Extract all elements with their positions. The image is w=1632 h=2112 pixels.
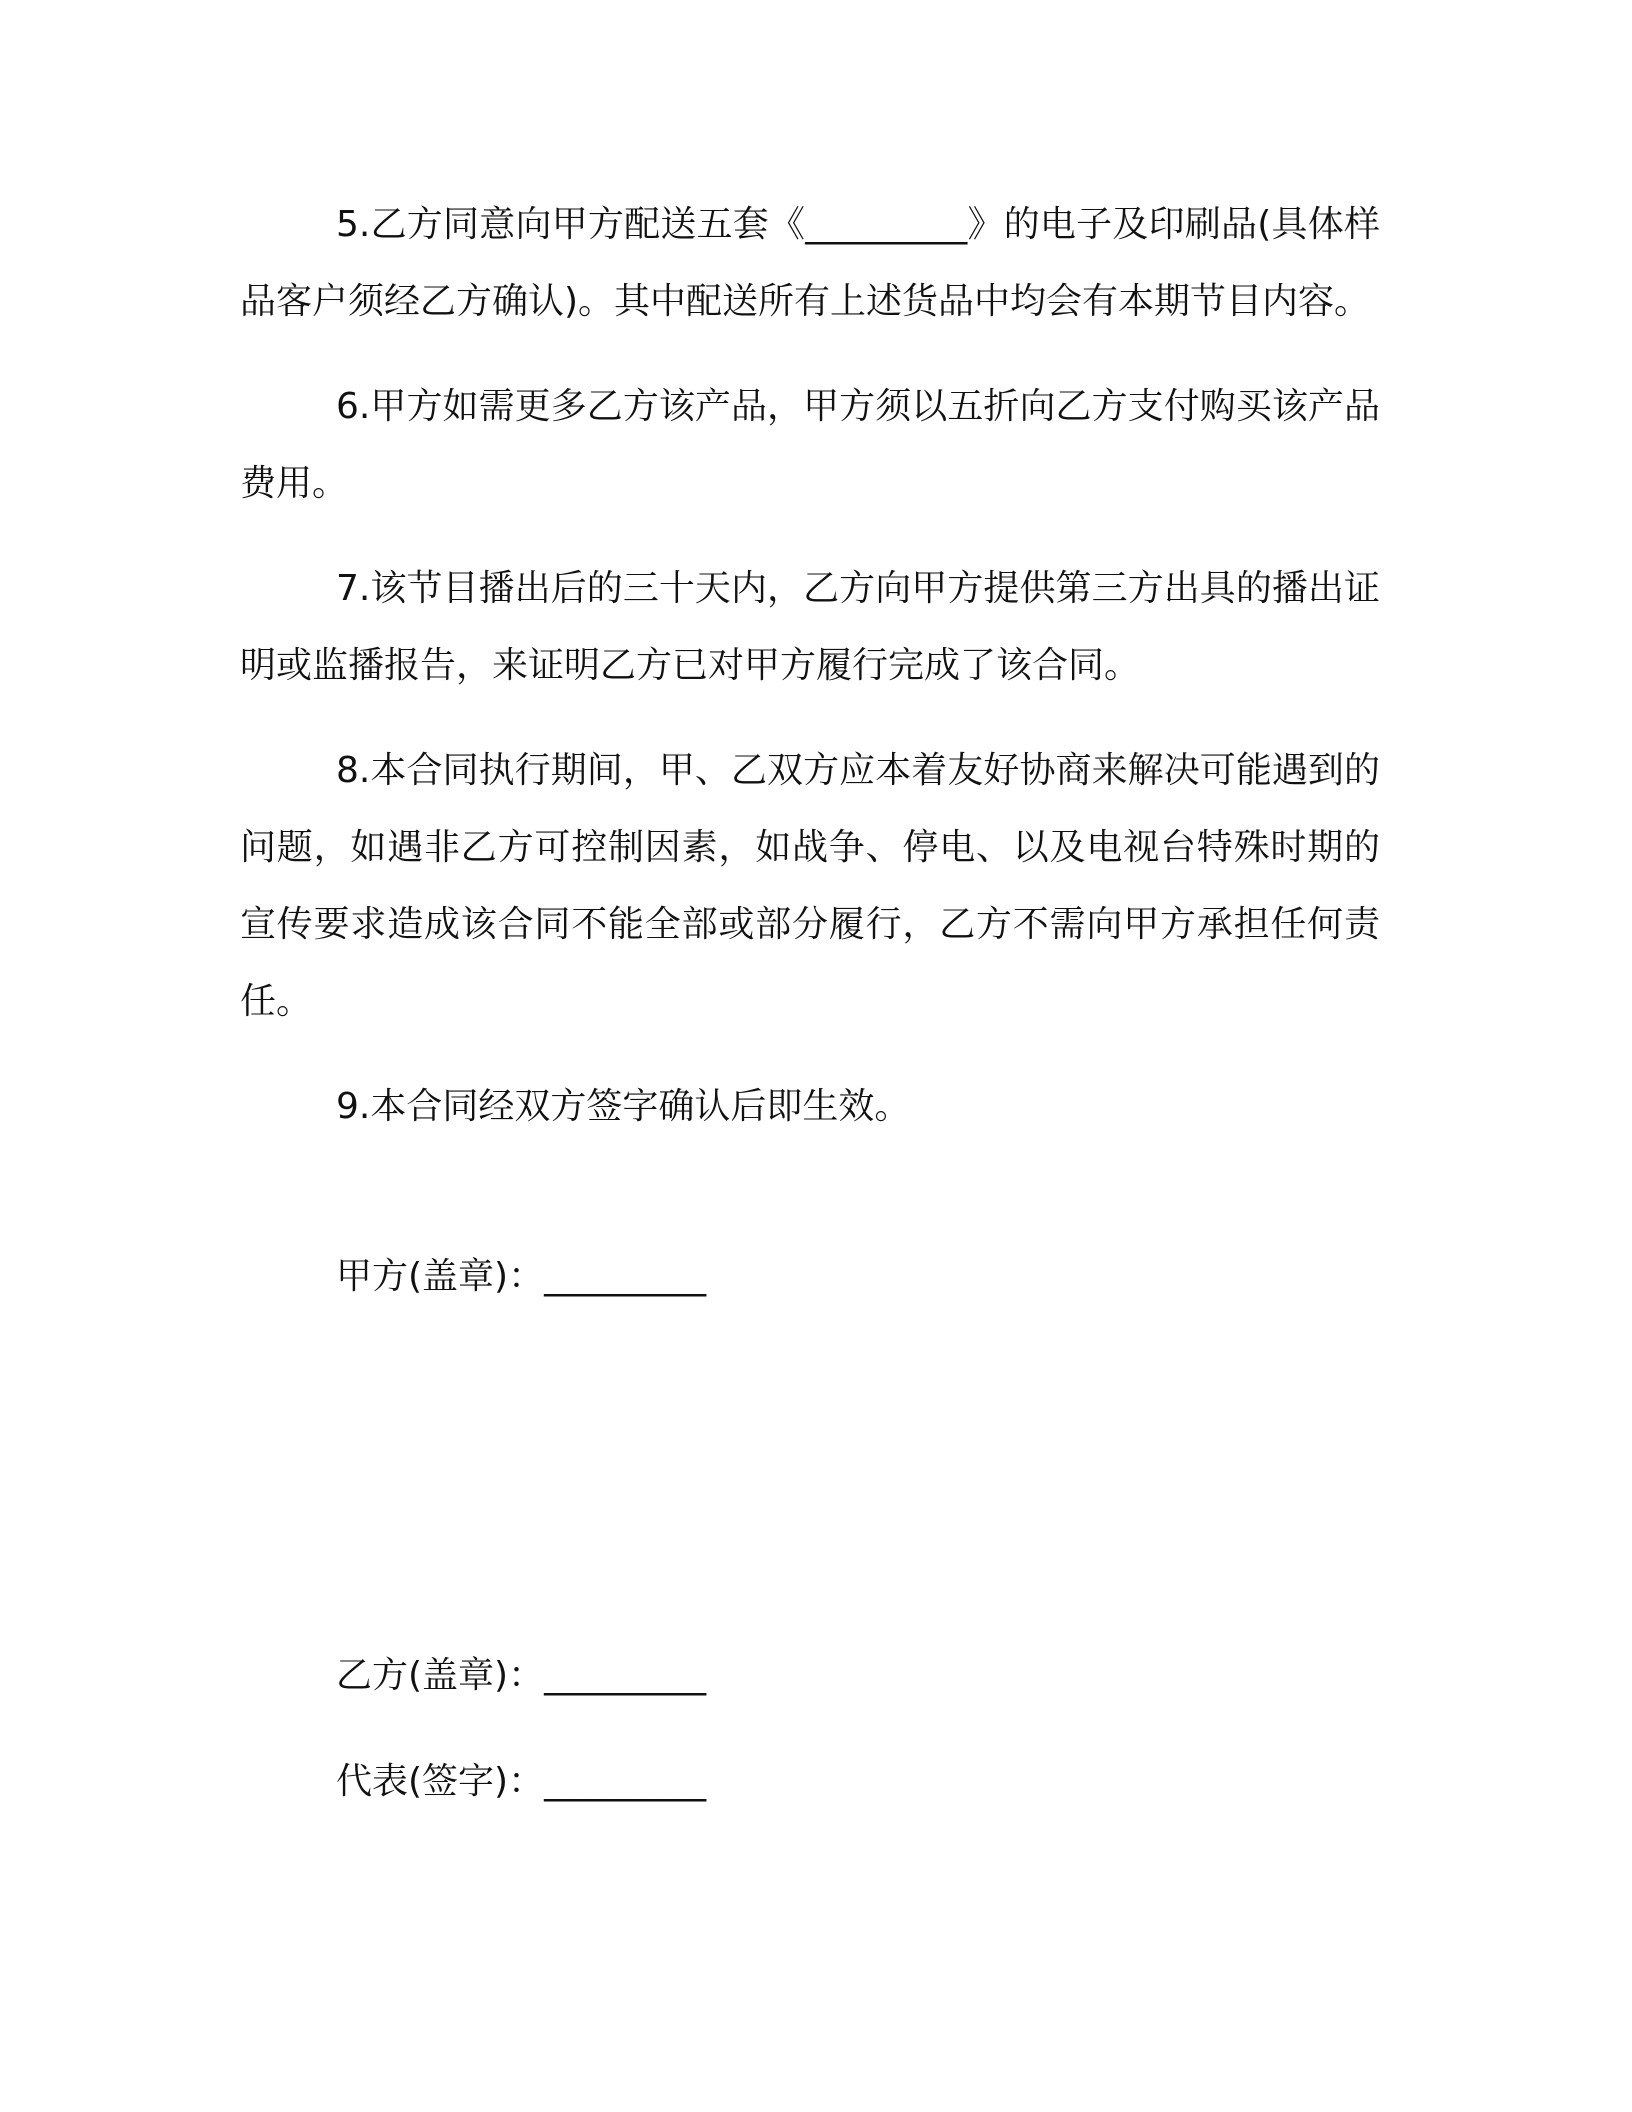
clause-9: 9.本合同经双方签字确认后即生效。 xyxy=(336,1086,911,1127)
clause-8: 8.本合同执行期间，甲、乙双方应本着友好协商来解决可能遇到的问题，如遇非乙方可控制因素，如战争、停电、以及电视台特殊时期的宣传要求造成该合同不能全部或部分履行，乙方不需向甲方承担任何责任。 xyxy=(240,750,1380,1022)
representative-signature-line: 代表(签字)：_________ xyxy=(336,1761,707,1802)
clause-6: 6.甲方如需更多乙方该产品，甲方须以五折向乙方支付购买该产品费用。 xyxy=(240,386,1380,504)
party-b-seal-line: 乙方(盖章)：_________ xyxy=(336,1655,707,1696)
party-a-seal-line: 甲方(盖章)：_________ xyxy=(336,1256,707,1297)
contract-clauses xyxy=(240,186,1380,1173)
clause-7: 7.该节目播出后的三十天内，乙方向甲方提供第三方出具的播出证明或监播报告，来证明乙方已对甲方履行完成了该合同。 xyxy=(240,568,1380,686)
clause-5: 5.乙方同意向甲方配送五套《_________》的电子及印刷品(具体样品客户须经乙方确认)。其中配送所有上述货品中均会有本期节目内容。 xyxy=(240,204,1380,322)
